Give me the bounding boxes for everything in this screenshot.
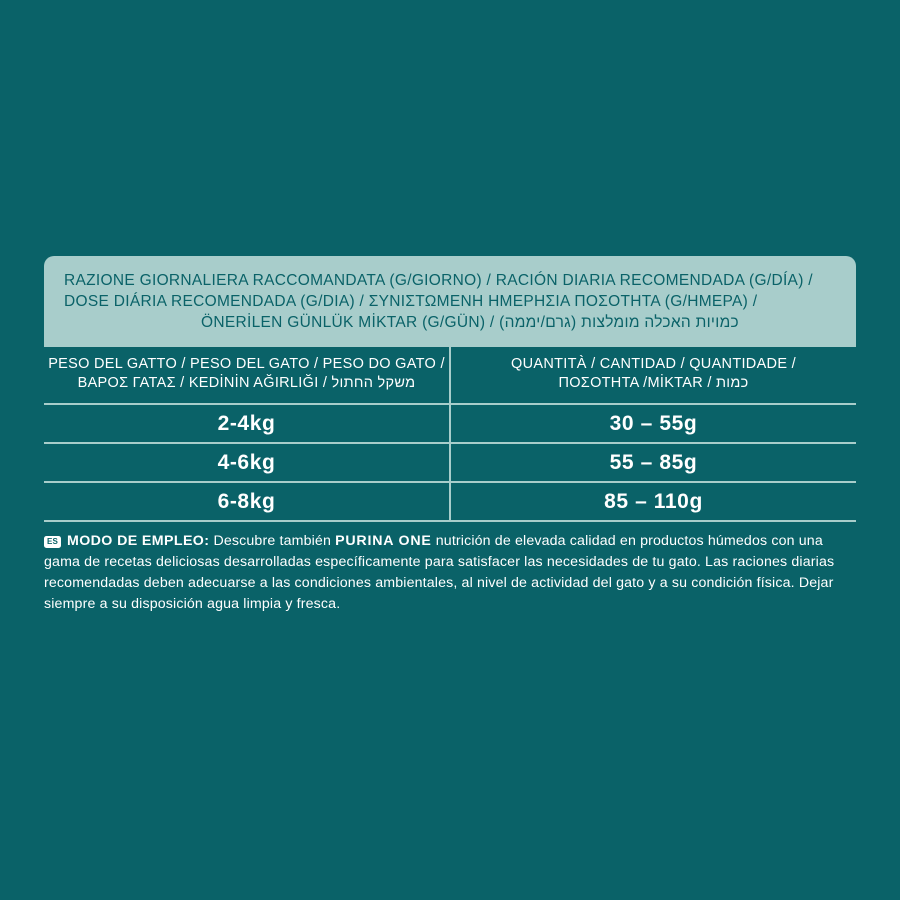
header-line-2: DOSE DIÁRIA RECOMENDADA (G/DIA) / ΣΥΝΙΣΤΩΜΕΝΗ ΗΜΕΡΗΣΙΑ ΠΟΣΟΤΗΤΑ (G/ΗΜΕΡΑ) / (64, 293, 758, 310)
column-header-amount-line-2: ΠΟΣΟΤΗΤΑ /MİKTAR / כמות (558, 375, 749, 391)
cell-amount: 85 – 110g (450, 482, 856, 521)
header-line-3: ÖNERİLEN GÜNLÜK MİKTAR (G/GÜN) / (גרם/יממה) כמויות האכלה מומלצות (201, 314, 739, 331)
usage-instructions (44, 531, 856, 615)
table-header-row (44, 346, 856, 404)
column-header-weight-line-1: PESO DEL GATTO / PESO DEL GATO / PESO DO GATO / (48, 356, 445, 372)
brand-name: PURINA ONE (335, 533, 432, 549)
cell-weight: 2-4kg (44, 404, 450, 443)
table-row (44, 404, 856, 443)
table-row (44, 443, 856, 482)
column-header-amount (450, 346, 856, 404)
table-row (44, 482, 856, 521)
cell-amount: 30 – 55g (450, 404, 856, 443)
feeding-table (44, 345, 856, 522)
cell-weight: 6-8kg (44, 482, 450, 521)
usage-text-after-brand: nutrición de elevada calidad en productos húmedos con una gama de recetas deliciosas desarrolladas específicamente para satisfacer las necesidades de tu gato. Las raciones diarias recomendadas deben adecuarse a las condiciones ambientales, al nivel de actividad del gato y a su condición física. Dejar siempre a su disposición agua limpia y fresca. (44, 533, 835, 612)
language-badge-es: ES (44, 536, 61, 548)
header-line-1: RAZIONE GIORNALIERA RACCOMANDATA (G/GIORNO) / RACIÓN DIARIA RECOMENDADA (G/DÍA) / (64, 272, 813, 289)
feeding-guide-panel (44, 256, 856, 615)
column-header-weight (44, 346, 450, 404)
column-header-amount-line-1: QUANTITÀ / CANTIDAD / QUANTIDADE / (511, 356, 796, 372)
cell-amount: 55 – 85g (450, 443, 856, 482)
usage-text-before-brand: Descubre también (209, 533, 336, 549)
feeding-guide-header (44, 256, 856, 345)
usage-heading: MODO DE EMPLEO: (67, 533, 210, 549)
column-header-weight-line-2: ΒΑΡΟΣ ΓΑΤΑΣ / KEDİNİN AĞIRLIĞI / משקל החתול (77, 375, 416, 391)
cell-weight: 4-6kg (44, 443, 450, 482)
